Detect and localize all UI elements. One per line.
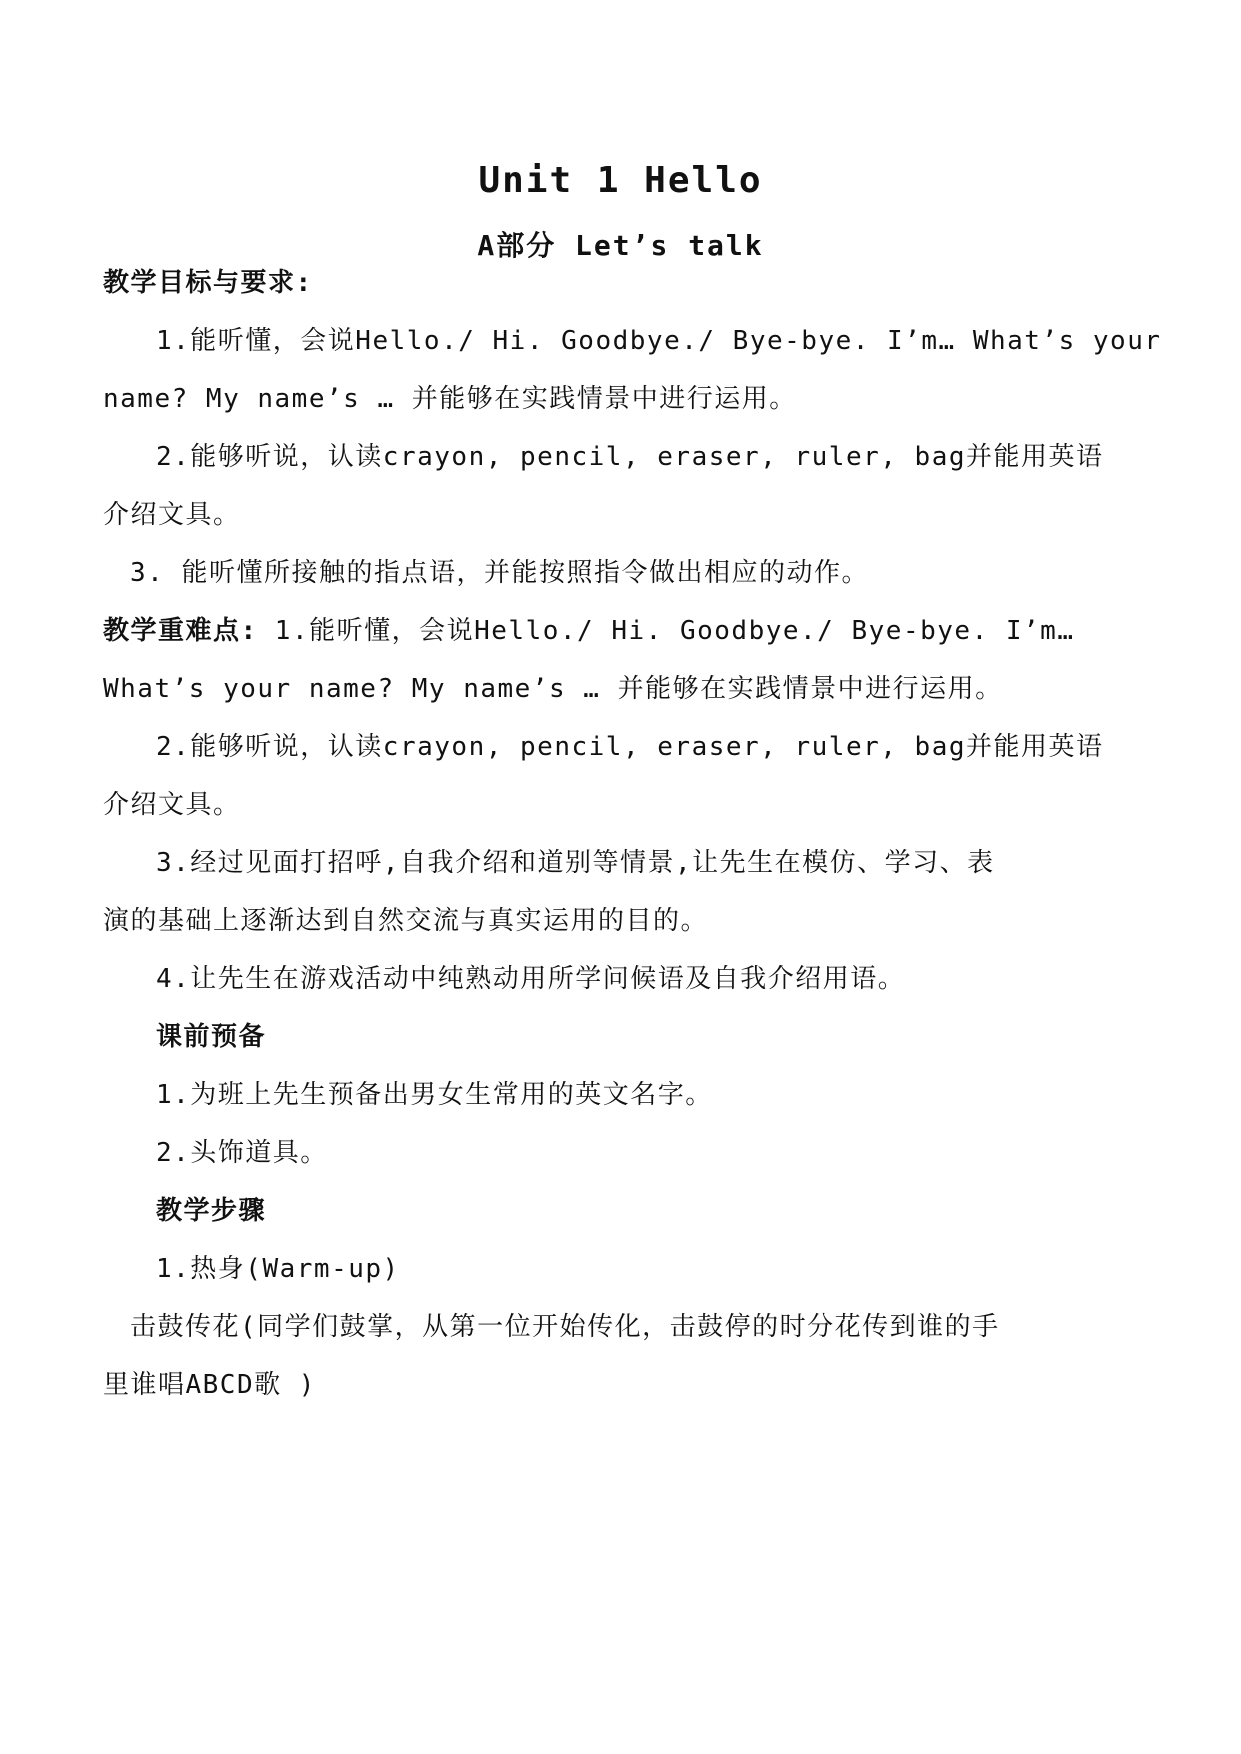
- key-point-2-line-1: 2.能够听说，认读crayon, pencil, eraser, ruler, bag并能用英语: [156, 732, 1104, 762]
- document-title: Unit 1 Hello: [478, 160, 763, 201]
- key-point-1-line-1: 1.能听懂，会说Hello./ Hi. Goodbye./ Bye-bye. I’m…: [257, 616, 1075, 646]
- key-point-3-line-2: 演的基础上逐渐达到自然交流与真实运用的目的。: [103, 906, 709, 936]
- objective-1-line-1: 1.能听懂，会说Hello./ Hi. Goodbye./ Bye-bye. I’m… What’s your: [156, 326, 1162, 356]
- objective-2-line-2: 介绍文具。: [103, 500, 241, 530]
- step-1-desc-line-1: 击鼓传花(同学们鼓掌，从第一位开始传化，击鼓停的时分花传到谁的手: [130, 1312, 1000, 1342]
- objective-1-line-2: name? My name’s … 并能够在实践情景中进行运用。: [103, 384, 797, 414]
- objectives-heading: 教学目标与要求:: [103, 268, 313, 298]
- objective-2-line-1: 2.能够听说，认读crayon, pencil, eraser, ruler, bag并能用英语: [156, 442, 1104, 472]
- preparation-heading: 课前预备: [156, 1022, 267, 1052]
- objective-3: 3. 能听懂所接触的指点语，并能按照指令做出相应的动作。: [130, 558, 869, 588]
- key-point-3-line-1: 3.经过见面打招呼,自我介绍和道别等情景,让先生在模仿、学习、表: [156, 848, 995, 878]
- key-point-2-line-2: 介绍文具。: [103, 790, 241, 820]
- key-points-heading: 教学重难点:: [103, 616, 258, 646]
- key-point-1-line-2: What’s your name? My name’s … 并能够在实践情景中进行运用。: [103, 674, 1003, 704]
- preparation-1: 1.为班上先生预备出男女生常用的英文名字。: [156, 1080, 713, 1110]
- key-points-line-1: [103, 614, 1074, 648]
- step-1: 1.热身(Warm-up): [156, 1254, 400, 1284]
- preparation-2: 2.头饰道具。: [156, 1138, 328, 1168]
- step-1-desc-line-2: 里谁唱ABCD歌 ): [103, 1370, 316, 1400]
- steps-heading: 教学步骤: [156, 1196, 267, 1226]
- document-subtitle: A部分 Let’s talk: [477, 229, 764, 262]
- key-point-4: 4.让先生在游戏活动中纯熟动用所学问候语及自我介绍用语。: [156, 964, 906, 994]
